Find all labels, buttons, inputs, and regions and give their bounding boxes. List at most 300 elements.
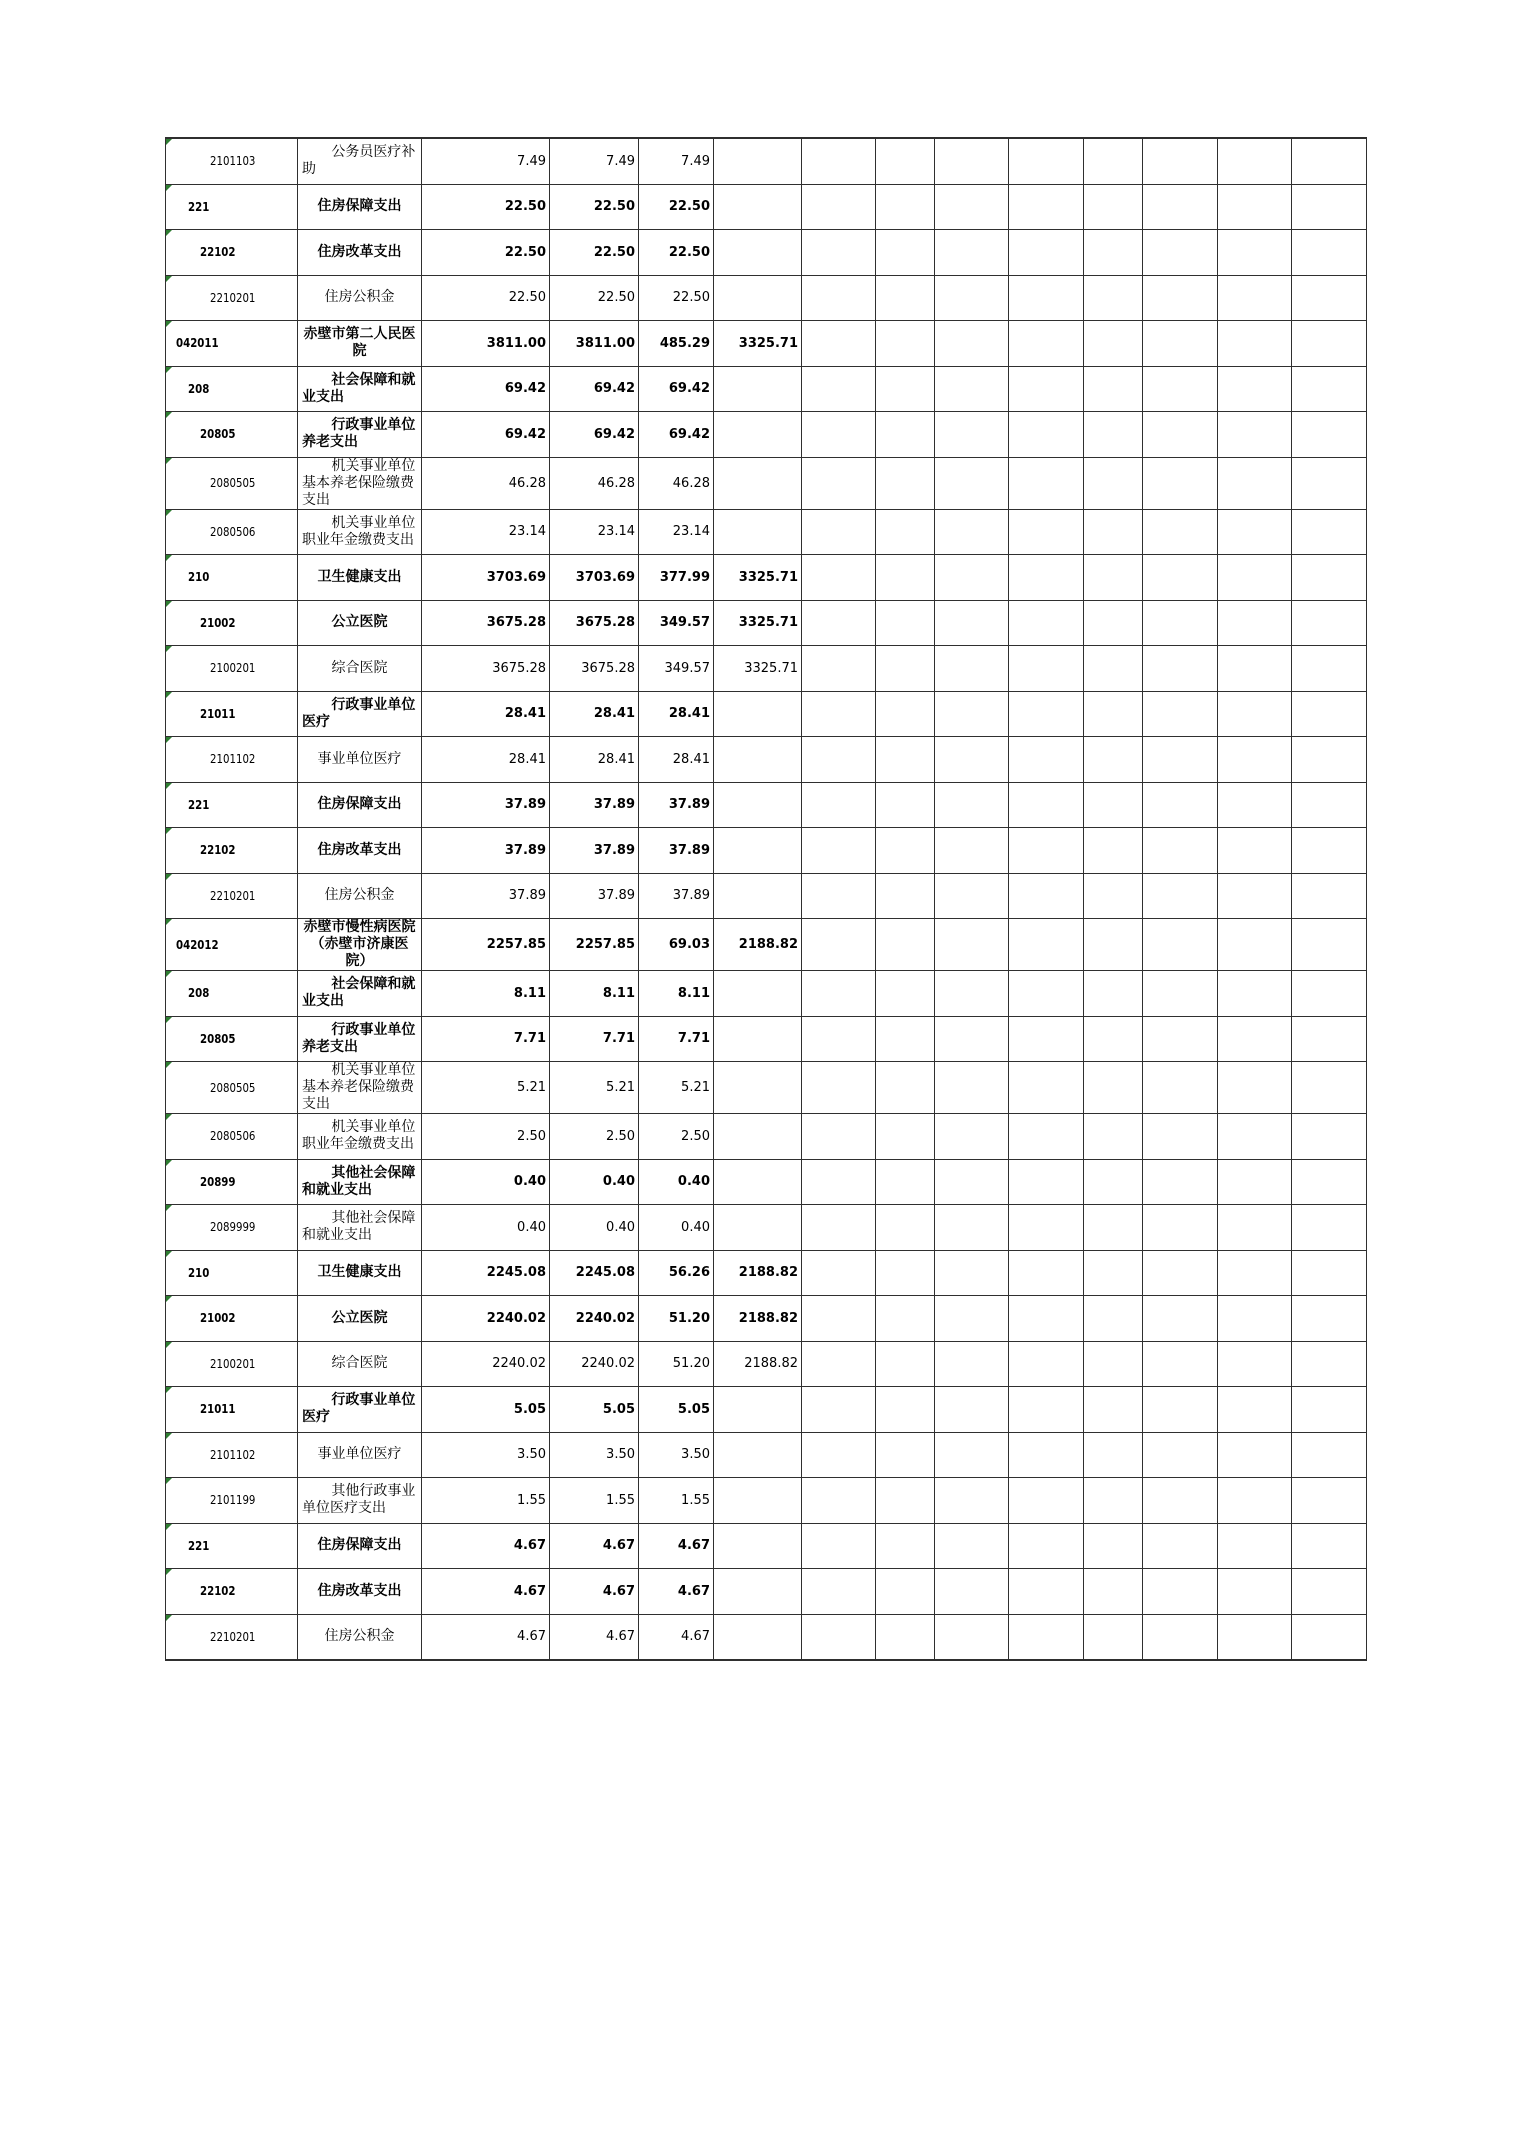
amount-cell[interactable]: [714, 782, 802, 828]
empty-cell[interactable]: [1009, 1569, 1084, 1615]
empty-cell[interactable]: [802, 1341, 876, 1387]
amount-cell[interactable]: 69.42: [550, 366, 639, 412]
empty-cell[interactable]: [1218, 457, 1292, 509]
empty-cell[interactable]: [1218, 321, 1292, 367]
empty-cell[interactable]: [1143, 555, 1218, 601]
empty-cell[interactable]: [1084, 1569, 1143, 1615]
amount-cell[interactable]: 22.50: [639, 184, 714, 230]
amount-cell[interactable]: [714, 691, 802, 737]
code-cell[interactable]: [166, 138, 298, 184]
empty-cell[interactable]: [876, 509, 935, 555]
empty-cell[interactable]: [935, 600, 1009, 646]
name-cell[interactable]: [298, 1159, 422, 1205]
amount-cell[interactable]: 4.67: [422, 1569, 550, 1615]
empty-cell[interactable]: [1143, 1062, 1218, 1114]
empty-cell[interactable]: [1292, 138, 1367, 184]
amount-cell[interactable]: 7.71: [639, 1016, 714, 1062]
amount-cell[interactable]: 3.50: [422, 1432, 550, 1478]
empty-cell[interactable]: [1143, 457, 1218, 509]
empty-cell[interactable]: [1292, 600, 1367, 646]
empty-cell[interactable]: [802, 412, 876, 458]
empty-cell[interactable]: [802, 138, 876, 184]
empty-cell[interactable]: [1292, 366, 1367, 412]
empty-cell[interactable]: [876, 919, 935, 971]
empty-cell[interactable]: [802, 1062, 876, 1114]
empty-cell[interactable]: [1218, 184, 1292, 230]
empty-cell[interactable]: [1084, 646, 1143, 692]
empty-cell[interactable]: [802, 230, 876, 276]
empty-cell[interactable]: [1218, 230, 1292, 276]
empty-cell[interactable]: [802, 1478, 876, 1524]
empty-cell[interactable]: [1084, 782, 1143, 828]
name-cell[interactable]: [298, 412, 422, 458]
empty-cell[interactable]: [1009, 1114, 1084, 1160]
empty-cell[interactable]: [802, 457, 876, 509]
empty-cell[interactable]: [1218, 600, 1292, 646]
amount-cell[interactable]: 0.40: [550, 1159, 639, 1205]
code-cell[interactable]: [166, 1296, 298, 1342]
empty-cell[interactable]: [1009, 1016, 1084, 1062]
amount-cell[interactable]: 0.40: [550, 1205, 639, 1251]
empty-cell[interactable]: [1084, 600, 1143, 646]
amount-cell[interactable]: [714, 1016, 802, 1062]
empty-cell[interactable]: [1143, 737, 1218, 783]
empty-cell[interactable]: [802, 1569, 876, 1615]
empty-cell[interactable]: [1292, 919, 1367, 971]
amount-cell[interactable]: 7.71: [422, 1016, 550, 1062]
empty-cell[interactable]: [1009, 1523, 1084, 1569]
empty-cell[interactable]: [1084, 1062, 1143, 1114]
empty-cell[interactable]: [802, 555, 876, 601]
empty-cell[interactable]: [1143, 1614, 1218, 1660]
empty-cell[interactable]: [1218, 873, 1292, 919]
code-cell[interactable]: [166, 1159, 298, 1205]
empty-cell[interactable]: [1292, 691, 1367, 737]
name-cell[interactable]: [298, 1016, 422, 1062]
empty-cell[interactable]: [1009, 646, 1084, 692]
empty-cell[interactable]: [1292, 1114, 1367, 1160]
code-cell[interactable]: [166, 1569, 298, 1615]
name-cell[interactable]: [298, 457, 422, 509]
empty-cell[interactable]: [1009, 1387, 1084, 1433]
amount-cell[interactable]: 28.41: [422, 737, 550, 783]
empty-cell[interactable]: [1292, 1478, 1367, 1524]
empty-cell[interactable]: [1009, 782, 1084, 828]
name-cell[interactable]: [298, 691, 422, 737]
empty-cell[interactable]: [1084, 1296, 1143, 1342]
amount-cell[interactable]: 485.29: [639, 321, 714, 367]
empty-cell[interactable]: [1292, 275, 1367, 321]
amount-cell[interactable]: [714, 275, 802, 321]
empty-cell[interactable]: [935, 1159, 1009, 1205]
empty-cell[interactable]: [1218, 1205, 1292, 1251]
empty-cell[interactable]: [1009, 1159, 1084, 1205]
empty-cell[interactable]: [876, 1387, 935, 1433]
amount-cell[interactable]: 4.67: [422, 1523, 550, 1569]
empty-cell[interactable]: [1143, 230, 1218, 276]
name-cell[interactable]: [298, 1062, 422, 1114]
empty-cell[interactable]: [1143, 919, 1218, 971]
code-cell[interactable]: [166, 828, 298, 874]
amount-cell[interactable]: [714, 1569, 802, 1615]
empty-cell[interactable]: [1218, 1062, 1292, 1114]
empty-cell[interactable]: [1143, 1569, 1218, 1615]
name-cell[interactable]: [298, 509, 422, 555]
empty-cell[interactable]: [1084, 321, 1143, 367]
empty-cell[interactable]: [1292, 230, 1367, 276]
code-cell[interactable]: [166, 1205, 298, 1251]
empty-cell[interactable]: [802, 1205, 876, 1251]
empty-cell[interactable]: [935, 1478, 1009, 1524]
code-cell[interactable]: [166, 646, 298, 692]
empty-cell[interactable]: [1143, 971, 1218, 1017]
empty-cell[interactable]: [1218, 828, 1292, 874]
empty-cell[interactable]: [1009, 600, 1084, 646]
code-cell[interactable]: [166, 1016, 298, 1062]
empty-cell[interactable]: [1009, 1432, 1084, 1478]
empty-cell[interactable]: [1009, 1062, 1084, 1114]
empty-cell[interactable]: [1084, 366, 1143, 412]
amount-cell[interactable]: 37.89: [422, 873, 550, 919]
amount-cell[interactable]: 37.89: [422, 782, 550, 828]
empty-cell[interactable]: [876, 1523, 935, 1569]
empty-cell[interactable]: [935, 1205, 1009, 1251]
empty-cell[interactable]: [802, 321, 876, 367]
empty-cell[interactable]: [1084, 1016, 1143, 1062]
empty-cell[interactable]: [1143, 1114, 1218, 1160]
code-cell[interactable]: [166, 873, 298, 919]
empty-cell[interactable]: [1218, 1114, 1292, 1160]
empty-cell[interactable]: [1143, 412, 1218, 458]
amount-cell[interactable]: 4.67: [639, 1614, 714, 1660]
empty-cell[interactable]: [802, 1296, 876, 1342]
empty-cell[interactable]: [935, 1016, 1009, 1062]
empty-cell[interactable]: [876, 1296, 935, 1342]
empty-cell[interactable]: [876, 646, 935, 692]
empty-cell[interactable]: [935, 275, 1009, 321]
amount-cell[interactable]: [714, 1523, 802, 1569]
empty-cell[interactable]: [1084, 873, 1143, 919]
empty-cell[interactable]: [876, 555, 935, 601]
empty-cell[interactable]: [876, 138, 935, 184]
amount-cell[interactable]: 22.50: [639, 230, 714, 276]
empty-cell[interactable]: [876, 971, 935, 1017]
amount-cell[interactable]: [714, 230, 802, 276]
amount-cell[interactable]: 7.49: [639, 138, 714, 184]
amount-cell[interactable]: 2188.82: [714, 1250, 802, 1296]
empty-cell[interactable]: [935, 1341, 1009, 1387]
code-cell[interactable]: [166, 1062, 298, 1114]
empty-cell[interactable]: [802, 275, 876, 321]
amount-cell[interactable]: 5.21: [422, 1062, 550, 1114]
empty-cell[interactable]: [1218, 1614, 1292, 1660]
empty-cell[interactable]: [876, 1159, 935, 1205]
amount-cell[interactable]: 0.40: [639, 1205, 714, 1251]
empty-cell[interactable]: [1292, 1614, 1367, 1660]
code-cell[interactable]: [166, 691, 298, 737]
amount-cell[interactable]: 3325.71: [714, 321, 802, 367]
empty-cell[interactable]: [1143, 1159, 1218, 1205]
empty-cell[interactable]: [935, 1296, 1009, 1342]
empty-cell[interactable]: [802, 509, 876, 555]
amount-cell[interactable]: [714, 1159, 802, 1205]
amount-cell[interactable]: 37.89: [639, 828, 714, 874]
empty-cell[interactable]: [1143, 1250, 1218, 1296]
empty-cell[interactable]: [1143, 184, 1218, 230]
amount-cell[interactable]: 2257.85: [550, 919, 639, 971]
amount-cell[interactable]: 22.50: [550, 275, 639, 321]
amount-cell[interactable]: 3703.69: [550, 555, 639, 601]
amount-cell[interactable]: 8.11: [550, 971, 639, 1017]
amount-cell[interactable]: 28.41: [639, 691, 714, 737]
code-cell[interactable]: [166, 412, 298, 458]
code-cell[interactable]: [166, 1387, 298, 1433]
amount-cell[interactable]: 7.49: [422, 138, 550, 184]
empty-cell[interactable]: [935, 1062, 1009, 1114]
empty-cell[interactable]: [1009, 555, 1084, 601]
code-cell[interactable]: [166, 1341, 298, 1387]
empty-cell[interactable]: [1084, 457, 1143, 509]
empty-cell[interactable]: [1218, 1432, 1292, 1478]
empty-cell[interactable]: [935, 737, 1009, 783]
empty-cell[interactable]: [1292, 1569, 1367, 1615]
empty-cell[interactable]: [935, 184, 1009, 230]
empty-cell[interactable]: [1009, 138, 1084, 184]
amount-cell[interactable]: 3703.69: [422, 555, 550, 601]
amount-cell[interactable]: 22.50: [422, 230, 550, 276]
empty-cell[interactable]: [1143, 1523, 1218, 1569]
name-cell[interactable]: [298, 971, 422, 1017]
empty-cell[interactable]: [1143, 1387, 1218, 1433]
empty-cell[interactable]: [1292, 1205, 1367, 1251]
code-cell[interactable]: [166, 275, 298, 321]
code-cell[interactable]: [166, 555, 298, 601]
amount-cell[interactable]: 69.42: [639, 412, 714, 458]
amount-cell[interactable]: [714, 366, 802, 412]
empty-cell[interactable]: [1143, 1016, 1218, 1062]
empty-cell[interactable]: [935, 1569, 1009, 1615]
empty-cell[interactable]: [1009, 321, 1084, 367]
amount-cell[interactable]: 3811.00: [422, 321, 550, 367]
amount-cell[interactable]: 2257.85: [422, 919, 550, 971]
empty-cell[interactable]: [1009, 457, 1084, 509]
empty-cell[interactable]: [935, 366, 1009, 412]
empty-cell[interactable]: [1009, 828, 1084, 874]
name-cell[interactable]: [298, 275, 422, 321]
empty-cell[interactable]: [1143, 366, 1218, 412]
empty-cell[interactable]: [1292, 509, 1367, 555]
amount-cell[interactable]: 23.14: [422, 509, 550, 555]
empty-cell[interactable]: [802, 782, 876, 828]
empty-cell[interactable]: [935, 828, 1009, 874]
name-cell[interactable]: [298, 366, 422, 412]
empty-cell[interactable]: [1292, 1250, 1367, 1296]
empty-cell[interactable]: [935, 555, 1009, 601]
empty-cell[interactable]: [1292, 873, 1367, 919]
empty-cell[interactable]: [1009, 1205, 1084, 1251]
empty-cell[interactable]: [1218, 1250, 1292, 1296]
name-cell[interactable]: [298, 1296, 422, 1342]
empty-cell[interactable]: [1218, 555, 1292, 601]
empty-cell[interactable]: [802, 646, 876, 692]
empty-cell[interactable]: [1009, 1341, 1084, 1387]
amount-cell[interactable]: 0.40: [639, 1159, 714, 1205]
code-cell[interactable]: [166, 1432, 298, 1478]
empty-cell[interactable]: [802, 1114, 876, 1160]
amount-cell[interactable]: 69.42: [639, 366, 714, 412]
amount-cell[interactable]: 2240.02: [422, 1341, 550, 1387]
empty-cell[interactable]: [1084, 230, 1143, 276]
amount-cell[interactable]: 46.28: [422, 457, 550, 509]
empty-cell[interactable]: [1084, 1250, 1143, 1296]
amount-cell[interactable]: [714, 971, 802, 1017]
empty-cell[interactable]: [1218, 646, 1292, 692]
code-cell[interactable]: [166, 971, 298, 1017]
empty-cell[interactable]: [935, 1250, 1009, 1296]
code-cell[interactable]: [166, 230, 298, 276]
empty-cell[interactable]: [1143, 321, 1218, 367]
amount-cell[interactable]: 2188.82: [714, 1341, 802, 1387]
name-cell[interactable]: [298, 646, 422, 692]
amount-cell[interactable]: 8.11: [639, 971, 714, 1017]
code-cell[interactable]: [166, 1478, 298, 1524]
empty-cell[interactable]: [802, 971, 876, 1017]
empty-cell[interactable]: [1292, 971, 1367, 1017]
empty-cell[interactable]: [1292, 1523, 1367, 1569]
amount-cell[interactable]: 22.50: [550, 184, 639, 230]
empty-cell[interactable]: [1292, 646, 1367, 692]
empty-cell[interactable]: [935, 1387, 1009, 1433]
empty-cell[interactable]: [802, 1016, 876, 1062]
empty-cell[interactable]: [876, 1432, 935, 1478]
empty-cell[interactable]: [1009, 873, 1084, 919]
code-cell[interactable]: [166, 509, 298, 555]
amount-cell[interactable]: [714, 1114, 802, 1160]
amount-cell[interactable]: 69.42: [550, 412, 639, 458]
name-cell[interactable]: [298, 1569, 422, 1615]
empty-cell[interactable]: [1292, 321, 1367, 367]
amount-cell[interactable]: 69.03: [639, 919, 714, 971]
name-cell[interactable]: [298, 184, 422, 230]
empty-cell[interactable]: [1292, 1432, 1367, 1478]
name-cell[interactable]: [298, 230, 422, 276]
empty-cell[interactable]: [1143, 1341, 1218, 1387]
empty-cell[interactable]: [935, 971, 1009, 1017]
amount-cell[interactable]: 5.21: [639, 1062, 714, 1114]
empty-cell[interactable]: [1143, 1205, 1218, 1251]
empty-cell[interactable]: [935, 509, 1009, 555]
amount-cell[interactable]: 69.42: [422, 412, 550, 458]
empty-cell[interactable]: [935, 138, 1009, 184]
empty-cell[interactable]: [876, 366, 935, 412]
empty-cell[interactable]: [1143, 138, 1218, 184]
empty-cell[interactable]: [876, 1569, 935, 1615]
name-cell[interactable]: [298, 737, 422, 783]
empty-cell[interactable]: [1009, 737, 1084, 783]
amount-cell[interactable]: 5.05: [422, 1387, 550, 1433]
empty-cell[interactable]: [802, 737, 876, 783]
code-cell[interactable]: [166, 1114, 298, 1160]
amount-cell[interactable]: [714, 737, 802, 783]
empty-cell[interactable]: [1084, 1387, 1143, 1433]
amount-cell[interactable]: 0.40: [422, 1159, 550, 1205]
empty-cell[interactable]: [876, 412, 935, 458]
code-cell[interactable]: [166, 737, 298, 783]
amount-cell[interactable]: [714, 1387, 802, 1433]
empty-cell[interactable]: [1218, 1523, 1292, 1569]
empty-cell[interactable]: [1143, 509, 1218, 555]
empty-cell[interactable]: [802, 1432, 876, 1478]
empty-cell[interactable]: [1143, 1296, 1218, 1342]
empty-cell[interactable]: [1084, 1614, 1143, 1660]
empty-cell[interactable]: [876, 600, 935, 646]
empty-cell[interactable]: [1292, 412, 1367, 458]
name-cell[interactable]: [298, 138, 422, 184]
empty-cell[interactable]: [1218, 275, 1292, 321]
empty-cell[interactable]: [1143, 1478, 1218, 1524]
empty-cell[interactable]: [935, 1523, 1009, 1569]
amount-cell[interactable]: 2245.08: [550, 1250, 639, 1296]
code-cell[interactable]: [166, 184, 298, 230]
empty-cell[interactable]: [1143, 600, 1218, 646]
amount-cell[interactable]: 37.89: [639, 782, 714, 828]
empty-cell[interactable]: [1084, 1114, 1143, 1160]
empty-cell[interactable]: [1009, 971, 1084, 1017]
name-cell[interactable]: [298, 1341, 422, 1387]
amount-cell[interactable]: 28.41: [550, 691, 639, 737]
name-cell[interactable]: [298, 1114, 422, 1160]
empty-cell[interactable]: [1009, 919, 1084, 971]
empty-cell[interactable]: [1084, 828, 1143, 874]
empty-cell[interactable]: [802, 873, 876, 919]
amount-cell[interactable]: 37.89: [550, 873, 639, 919]
empty-cell[interactable]: [876, 1205, 935, 1251]
empty-cell[interactable]: [1009, 691, 1084, 737]
amount-cell[interactable]: 37.89: [639, 873, 714, 919]
amount-cell[interactable]: 4.67: [639, 1523, 714, 1569]
empty-cell[interactable]: [1084, 1341, 1143, 1387]
amount-cell[interactable]: 46.28: [639, 457, 714, 509]
name-cell[interactable]: [298, 1250, 422, 1296]
empty-cell[interactable]: [1292, 1016, 1367, 1062]
amount-cell[interactable]: 0.40: [422, 1205, 550, 1251]
amount-cell[interactable]: 5.05: [550, 1387, 639, 1433]
amount-cell[interactable]: 28.41: [422, 691, 550, 737]
empty-cell[interactable]: [1084, 555, 1143, 601]
empty-cell[interactable]: [876, 873, 935, 919]
empty-cell[interactable]: [1292, 1159, 1367, 1205]
amount-cell[interactable]: 7.49: [550, 138, 639, 184]
empty-cell[interactable]: [1084, 1523, 1143, 1569]
empty-cell[interactable]: [1009, 366, 1084, 412]
amount-cell[interactable]: 7.71: [550, 1016, 639, 1062]
empty-cell[interactable]: [1009, 275, 1084, 321]
empty-cell[interactable]: [1218, 1569, 1292, 1615]
empty-cell[interactable]: [876, 1250, 935, 1296]
amount-cell[interactable]: 2240.02: [422, 1296, 550, 1342]
amount-cell[interactable]: 37.89: [422, 828, 550, 874]
amount-cell[interactable]: 2240.02: [550, 1296, 639, 1342]
amount-cell[interactable]: 2240.02: [550, 1341, 639, 1387]
empty-cell[interactable]: [876, 1016, 935, 1062]
amount-cell[interactable]: 2188.82: [714, 1296, 802, 1342]
empty-cell[interactable]: [1218, 509, 1292, 555]
amount-cell[interactable]: 22.50: [550, 230, 639, 276]
name-cell[interactable]: [298, 919, 422, 971]
empty-cell[interactable]: [1009, 230, 1084, 276]
empty-cell[interactable]: [1084, 1432, 1143, 1478]
amount-cell[interactable]: 46.28: [550, 457, 639, 509]
